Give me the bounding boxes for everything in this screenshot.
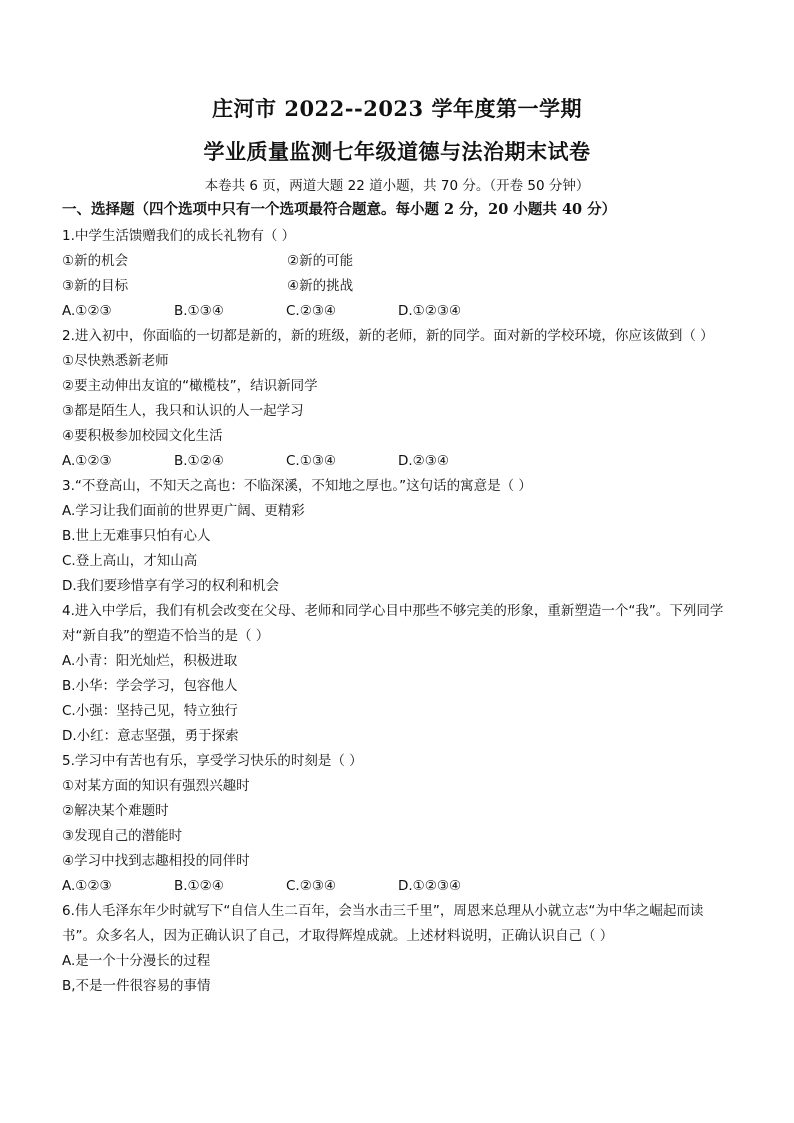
question-1-option-a: A.①②③ <box>62 303 112 319</box>
question-4-option-a: A.小青：阳光灿烂，积极进取 <box>62 653 238 669</box>
question-5-options <box>62 874 737 899</box>
question-3-option-a: A.学习让我们面前的世界更广阔、更精彩 <box>62 503 305 519</box>
question-3-option-d: D.我们要珍惜享有学习的权利和机会 <box>62 578 280 594</box>
question-2-option-d: D.②③④ <box>398 453 449 469</box>
question-6-stem: 6.伟人毛泽东年少时就写下“自信人生二百年，会当水击三千里”，周恩来总理从小就立志“为中华之崛起而读书”。众多名人，因为正确认识了自己，才取得辉煌成就。上述材料说明，正确认识自己（ ） <box>62 903 704 944</box>
question-1-option-c: C.②③④ <box>286 303 337 319</box>
question-5-item: ③发现自己的潜能时 <box>62 828 183 844</box>
question-2-option-c: C.①③④ <box>286 453 337 469</box>
question-3-option-c: C.登上高山，才知山高 <box>62 553 198 569</box>
question-1-stem: 1.中学生活馈赠我们的成长礼物有（ ） <box>62 228 296 244</box>
question-2-option-b: B.①②④ <box>174 453 224 469</box>
question-2-item: ④要积极参加校园文化生活 <box>62 428 223 444</box>
question-2-options <box>62 449 737 474</box>
question-1-item: ④新的挑战 <box>287 278 354 294</box>
question-5-item: ①对某方面的知识有强烈兴趣时 <box>62 778 250 794</box>
question-5-option-a: A.①②③ <box>62 878 112 894</box>
question-2-option-a: A.①②③ <box>62 453 112 469</box>
question-3-option-b: B.世上无难事只怕有心人 <box>62 528 211 544</box>
question-4-stem: 4.进入中学后，我们有机会改变在父母、老师和同学心目中那些不够完美的形象，重新塑造一个“我”。下列同学对“新自我”的塑造不恰当的是（ ） <box>62 603 724 644</box>
question-2-item: ②要主动伸出友谊的“橄榄枝”，结识新同学 <box>62 378 318 394</box>
question-1-option-b: B.①③④ <box>174 303 224 319</box>
question-1-item: ③新的目标 <box>62 278 129 294</box>
question-6-option-b: B,不是一件很容易的事情 <box>62 978 211 994</box>
question-5-option-c: C.②③④ <box>286 878 337 894</box>
question-3-stem: 3.“不登高山，不知天之高也：不临深溪，不知地之厚也。”这句话的寓意是（ ） <box>62 478 532 494</box>
question-5-item: ②解决某个难题时 <box>62 803 169 819</box>
question-1-item: ②新的可能 <box>287 253 354 269</box>
exam-info: 本卷共 6 页，两道大题 22 道小题，共 70 分。（开卷 50 分钟） <box>204 178 590 194</box>
question-2-item: ③都是陌生人，我只和认识的人一起学习 <box>62 403 304 419</box>
question-4-option-b: B.小华：学会学习，包容他人 <box>62 678 238 694</box>
question-1-options <box>62 299 737 324</box>
question-2-item: ①尽快熟悉新老师 <box>62 353 169 369</box>
question-1-option-d: D.①②③④ <box>398 303 462 319</box>
question-5-stem: 5.学习中有苦也有乐，享受学习快乐的时刻是（ ） <box>62 753 363 769</box>
question-4-option-d: D.小红：意志坚强，勇于探索 <box>62 728 239 744</box>
question-1-items-row1 <box>62 249 737 274</box>
section-heading: 一、选择题（四个选项中只有一个选项最符合题意。每小题 2 分，20 小题共 40 分） <box>62 201 617 218</box>
question-2-stem: 2.进入初中，你面临的一切都是新的，新的班级，新的老师，新的同学。面对新的学校环境，你应该做到（ ） <box>62 328 714 344</box>
question-5-option-b: B.①②④ <box>174 878 224 894</box>
question-6-option-a: A.是一个十分漫长的过程 <box>62 953 211 969</box>
exam-title-line1: 庄河市 2022--2023 学年度第一学期 <box>212 96 582 121</box>
question-1-items-row2 <box>62 274 737 299</box>
question-1-item: ①新的机会 <box>62 253 129 269</box>
question-4-option-c: C.小强：坚持己见，特立独行 <box>62 703 238 719</box>
question-5-item: ④学习中找到志趣相投的同伴时 <box>62 853 250 869</box>
exam-title-line2: 学业质量监测七年级道德与法治期末试卷 <box>203 139 591 164</box>
question-5-option-d: D.①②③④ <box>398 878 462 894</box>
questions <box>62 224 737 999</box>
